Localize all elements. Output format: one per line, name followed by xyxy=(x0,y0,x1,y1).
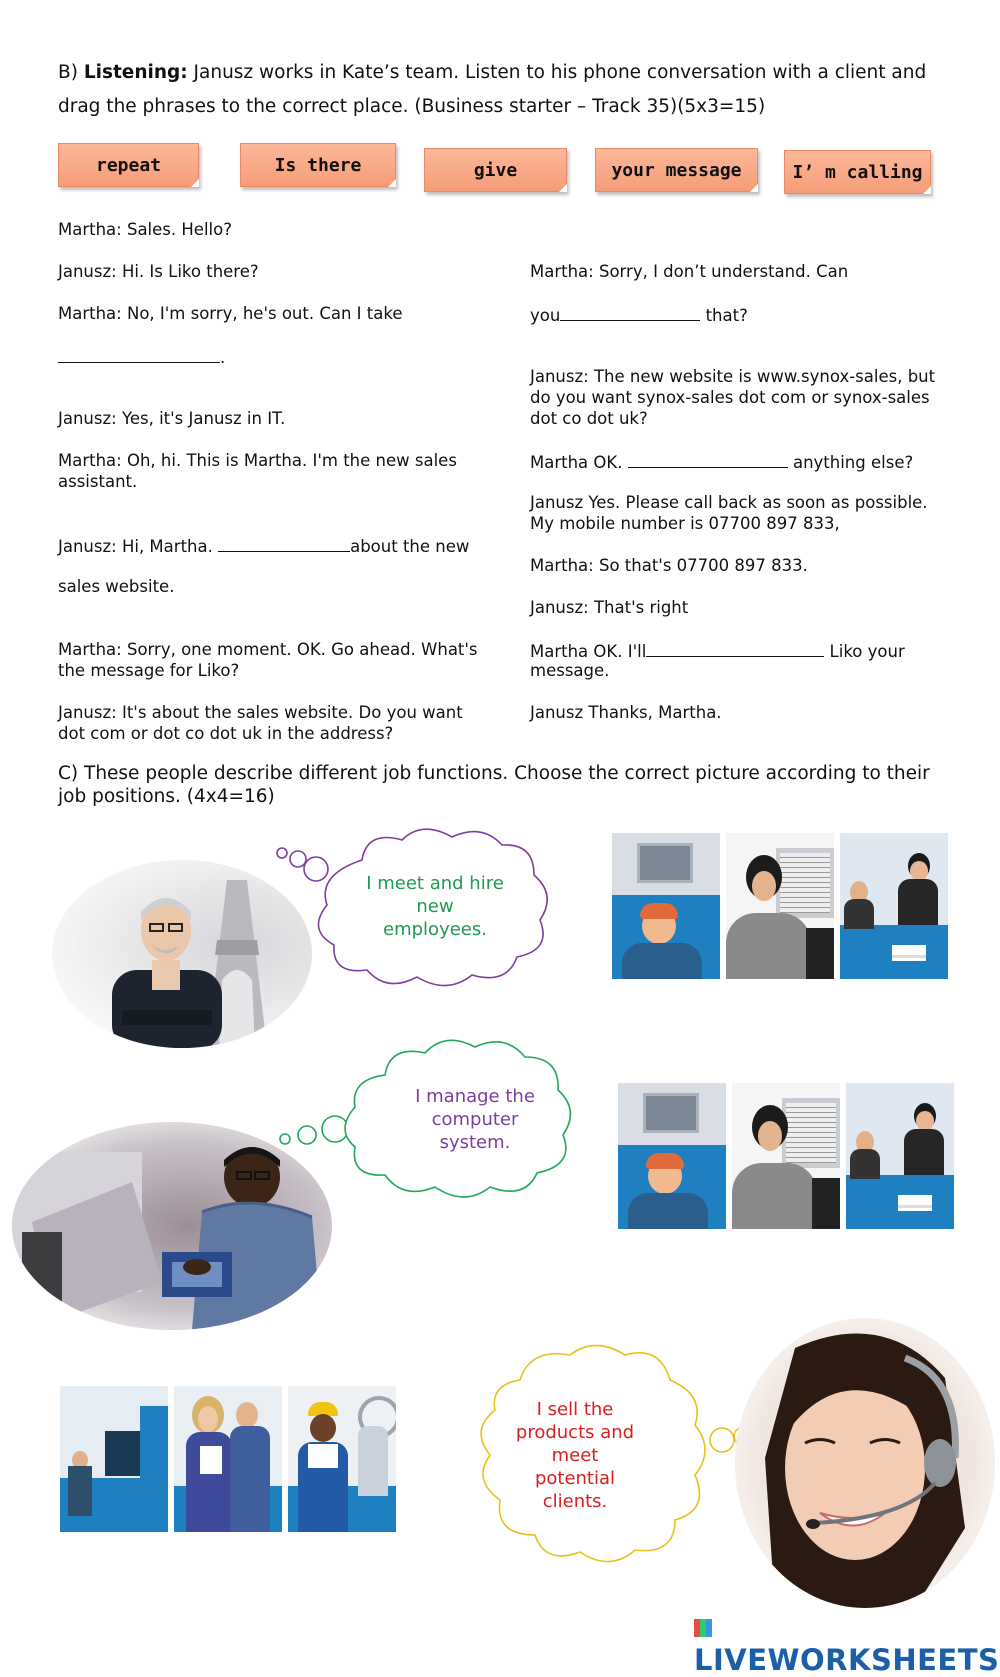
section-c-instructions: C) These people describe different job functions. Choose the correct picture according to their job positions. (4x4=16) xyxy=(58,763,930,807)
bubble-2-text: I manage the computer system. xyxy=(415,1086,535,1153)
drop-target-blank-2[interactable] xyxy=(218,534,350,552)
hr-picture-2[interactable] xyxy=(732,1083,840,1229)
dialogue-line: Janusz: That's right xyxy=(530,598,689,617)
liveworksheets-logo: LIVEWORKSHEETS xyxy=(694,1609,1000,1677)
dialogue-line: Janusz Yes. Please call back as soon as possible. xyxy=(530,493,928,512)
hr-picture-1[interactable] xyxy=(726,833,834,979)
dialogue-line: Martha OK. I'll Liko your xyxy=(530,639,905,662)
dialogue-line: Martha: Oh, hi. This is Martha. I'm the new sales xyxy=(58,451,457,470)
phrase-chip-your-message[interactable]: your message xyxy=(595,148,758,192)
dialogue-line: dot co dot uk? xyxy=(530,409,648,428)
dialogue-line: assistant. xyxy=(58,472,138,491)
dialogue-line: sales website. xyxy=(58,577,175,596)
dialogue-line: Martha: No, I'm sorry, he's out. Can I take xyxy=(58,304,403,323)
dialogue-line: the message for Liko? xyxy=(58,661,240,680)
phrase-chip-give[interactable]: give xyxy=(424,148,567,192)
dialogue-line: Martha: Sales. Hello? xyxy=(58,220,232,239)
it-picture-2[interactable] xyxy=(618,1083,726,1229)
dialogue-line: dot com or dot co dot uk in the address? xyxy=(58,724,394,743)
drop-target-blank-4[interactable] xyxy=(628,450,788,468)
dialogue-line: My mobile number is 07700 897 833, xyxy=(530,514,840,533)
dialogue-line: Janusz: Yes, it's Janusz in IT. xyxy=(58,409,286,428)
team-picture[interactable] xyxy=(174,1386,282,1532)
dialogue-line: Janusz: Hi, Martha. about the new xyxy=(58,534,469,557)
dialogue-line: Martha: So that's 07700 897 833. xyxy=(530,556,808,575)
sales-picture-2[interactable] xyxy=(846,1083,954,1229)
factory-picture[interactable] xyxy=(288,1386,396,1532)
dialogue-line: Janusz: It's about the sales website. Do you want xyxy=(58,703,463,722)
dialogue-line: Janusz Thanks, Martha. xyxy=(530,703,722,722)
sales-picture-1[interactable] xyxy=(840,833,948,979)
phrase-chip-im-calling[interactable]: I’ m calling xyxy=(784,150,931,194)
call-center-photo xyxy=(735,1318,995,1608)
logistics-picture[interactable] xyxy=(60,1386,168,1532)
dialogue-line: . xyxy=(58,345,225,368)
drop-target-blank-5[interactable] xyxy=(646,639,824,657)
listening-label: Listening: xyxy=(83,62,188,83)
drop-target-blank-1[interactable] xyxy=(58,345,220,363)
dialogue-line: Janusz: Hi. Is Liko there? xyxy=(58,262,259,281)
dialogue-line: you that? xyxy=(530,303,748,326)
dialogue-line: message. xyxy=(530,661,610,680)
dialogue-line: Martha: Sorry, I don’t understand. Can xyxy=(530,262,849,281)
phrase-chip-repeat[interactable]: repeat xyxy=(58,143,199,187)
dialogue-line: do you want synox-sales dot com or synox-sales xyxy=(530,388,930,407)
bubble-3-text: I sell the products and meet potential clients. xyxy=(515,1399,635,1512)
it-picture-1[interactable] xyxy=(612,833,720,979)
phrase-chip-is-there[interactable]: Is there xyxy=(240,143,396,187)
drop-target-blank-3[interactable] xyxy=(560,303,700,321)
section-b-instructions: B) Listening: Janusz works in Kate’s team. Listen to his phone conversation with a client and drag the phrases to the correct place. (Business starter – Track 35)(5x3=15) xyxy=(58,62,927,117)
dialogue-line: Janusz: The new website is www.synox-sales, but xyxy=(530,367,936,386)
dialogue-line: Martha OK. anything else? xyxy=(530,450,913,473)
logo-grid-icon xyxy=(694,1619,712,1637)
dialogue-line: Martha: Sorry, one moment. OK. Go ahead. What's xyxy=(58,640,478,659)
bubble-1-text: I meet and hire new employees. xyxy=(366,873,504,940)
